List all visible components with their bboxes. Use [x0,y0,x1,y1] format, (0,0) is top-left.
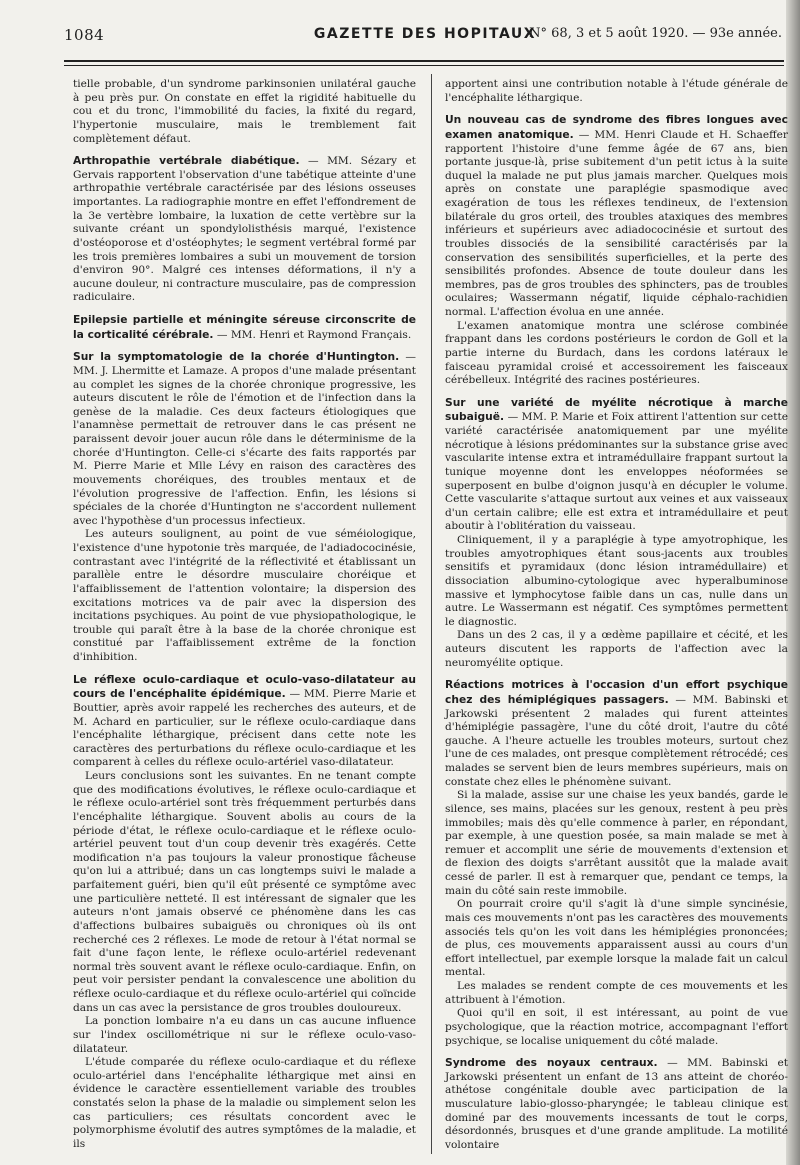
right-intro-paragraph: apportent ainsi une contribution notable à l'étude générale de l'encéphalite léthargique. [445,78,788,104]
article-paragraph: L'examen anatomique montra une sclérose combinée frappant dans les cordons postérieurs le cordon de Goll et la partie interne du Burdach, dans les cordons latéraux le faisceau pyramidal croisé et accessoirement les faisceaux cérébelleux. Intégrité des racines postérieures. [445,319,788,387]
article-body: — MM. Babinski et Jarkowski présentent un enfant de 13 ans atteint de choréo-athétose congénitale double avec participation de la musculature labio-glosso-pharyngée; le tableau clinique est dominé par des mouvements incessants de tout le corps, désordonnés, brusques et d'une grande amplitude. La motilité volontaire [445,1057,788,1151]
article-reactions-motrices [445,678,788,1048]
article-heading: Arthropathie vertébrale diabétique. [73,154,300,168]
article-reflexe [73,673,416,1152]
article-heading: Sur la symptomatologie de la chorée d'Huntington. [73,350,400,364]
left-intro-paragraph: tielle probable, d'un syndrome parkinsonien unilatéral gauche à peu près pur. On constate en effet la rigidité habituelle du cou et du tronc, l'immobilité du facies, la fixité du regard, l'hypertonie musculaire, mais le tremblement fait complètement défaut. [73,78,416,145]
article-paragraph: Leurs conclusions sont les suivantes. En ne tenant compte que des modifications évolutives, le réflexe oculo-cardiaque et le réflexe oculo-artériel sont très fréquemment perturbés dans l'encéphalite léthargique. Souvent abolis au cours de la période d'état, le réflexe oculo-cardiaque et le réflexe oculo-artériel peuvent tout d'un coup devenir très exagérés. Cette modification n'a pas toujours la valeur pronostique fâcheuse qu'on lui a attribué; dans un cas longtemps suivi le malade a parfaitement guéri, bien qu'il eût présenté ce symptôme avec une particulière netteté. Il est intéressant de signaler que les auteurs n'ont jamais observé ce phénomène dans les cas d'affections bulbaires subaiguës ou chroniques où ils ont recherché ces 2 réflexes. Le mode de retour à l'état normal se fait d'une façon lente, le réflexe oculo-artériel redevenant normal très souvent avant le réflexe oculo-cardiaque. Enfin, on peut voir persister pendant la convalescence une abolition du réflexe oculo-cardiaque et du réflexe oculo-artériel qui coïncide dans un cas avec la persistance de gros troubles douloureux. [73,770,416,1014]
article-heading: Un nouveau cas de syndrome des fibres longues avec examen anatomique. [445,113,788,141]
article-paragraph: Cliniquement, il y a paraplégie à type amyotrophique, les troubles amyotrophiques étant sous-jacents aux troubles sensitifs et pyramidaux (donc lésion intramédullaire) et dissociation albumino-cytologique avec hyperalbuminose massive et lymphocytose faible dans un cas, nulle dans un autre. Le Wassermann est négatif. Ces symptômes permettent le diagnostic. [445,534,788,628]
article-heading: Syndrome des noyaux centraux. [445,1056,658,1070]
article-body: — MM. Babinski et Jarkowski présentent 2 malades qui furent atteintes d'hémiplégie passagère, l'une du côté droit, l'autre du côté gauche. A l'heure actuelle les troubles moteurs, surtout chez l'une de ces malades, ont presque complètement rétrocédé; ces malades se servent bien de leurs membres supérieurs, mais on constate chez elles le phénomène suivant. [445,693,789,788]
article-paragraph: Si la malade, assise sur une chaise les yeux bandés, garde le silence, ses mains, placées sur les genoux, restent à peu près immobiles; mais dès qu'elle commence à parler, en répondant, par exemple, à une question posée, sa main malade se met à remuer et accomplit une série de mouvements d'extension et de flexion des doigts s'arrêtant aussitôt que la malade avait cessé de parler. Il est à remarquer que, pendant ce temps, la main du côté sain reste immobile. [445,789,788,897]
article-heading: Réactions motrices à l'occasion d'un effort psychique chez des hémiplégiques passagers. [445,678,788,706]
right-column [445,78,788,1153]
page-header [64,26,786,50]
article-body: — MM. J. Lhermitte et Lamaze. A propos d'une malade présentant au complet les signes de la chorée chronique progressive, les auteurs discutent le rôle de l'émotion et de l'infection dans la genèse de la maladie. Ces deux facteurs étiologiques que l'anamnèse permettait de retrouver dans le cas présent ne paraissent devoir jouer aucun rôle dans le déterminisme de la chorée d'Huntington. Celle-ci s'écarte des faits rapportés par M. Pierre Marie et Mlle Lévy en raison des caractères des mouvements choréiques, des troubles mentaux et de l'évolution progressive de l'affection. Enfin, les lésions si spéciales de la chorée d'Huntington ne s'accordent nullement avec l'hypothèse d'un processus infectieux. [73,351,416,527]
page-edge [786,0,800,1165]
article-paragraph: On pourrait croire qu'il s'agit là d'une simple syncinésie, mais ces mouvements n'ont pas les caractères des mouvements associés tels qu'on les voit dans les hémiplégies prononcées; de plus, ces mouvements apparaissent aussi au cours d'un effort intellectuel, par exemple lorsque la malade fait un calcul mental. [445,898,788,979]
article-heading: Epilepsie partielle et méningite séreuse circonscrite de la corticalité cérébrale. [73,313,416,341]
article-body: — MM. P. Marie et Foix attirent l'attention sur cette variété caractérisée anatomiquement par une myélite nécrotique à lésions prédominantes sur la substance grise avec vascularite intense extra et intramédullaire frappant surtout la tunique moyenne dont les enveloppes néoformées se superposent en bulbe d'oignon jusqu'à en décupler le volume. Cette vascularite s'attaque surtout aux veines et aux vaisseaux d'un certain calibre; elle est extra et intramédullaire et peut aboutir à l'oblitération du vaisseau. [445,411,788,533]
article-body: — MM. Henri et Raymond Français. [213,328,412,341]
article-paragraph: L'étude comparée du réflexe oculo-cardiaque et du réflexe oculo-artériel dans l'encéphalite léthargique met ainsi en évidence le caractère essentiellement variable des troubles constatés selon la phase de la maladie ou simplement selon les cas particuliers; ces résultats concordent avec le polymorphisme évolutif des autres symptômes de la maladie, et ils [73,1056,416,1150]
article-myelite [445,396,788,671]
article-noyaux-centraux [445,1056,788,1152]
article-fibres-longues [445,113,788,388]
article-choree [73,350,416,664]
article-body: — MM. Pierre Marie et Bouttier, après avoir rappelé les recherches des auteurs, et de M. Achard en particulier, sur le réflexe oculo-cardiaque dans l'encéphalite léthargique, précisent dans cette note les caractères des perturbations du réflexe oculo-cardiaque et les comparent à celles du réflexe oculo-artériel vaso-dilatateur. [73,688,417,769]
article-paragraph: Les auteurs soulignent, au point de vue séméiologique, l'existence d'une hypotonie très marquée, de l'adiadococinésie, contrastant avec l'intégrité de la réflectivité et établissant un parallèle entre le désordre musculaire choréique et l'affaiblissement de l'attention volontaire; la dispersion des excitations motrices va de pair avec la dispersion des incitations psychiques. Au point de vue physiopathologique, le trouble qui paraît être à la base de la chorée chronique est constitué par l'affaiblissement extrême de la fonction d'inhibition. [73,528,416,663]
header-rule-thin [64,65,784,66]
article-body: — MM. Sézary et Gervais rapportent l'observation d'une tabétique atteinte d'une arthropathie vertébrale caractérisée par des lésions osseuses importantes. La radiographie montre en effet l'effondrement de la 3e vertèbre lombaire, la luxation de cette vertèbre sur la suivante créant un spondylolisthésis marqué, l'existence d'ostéoporose et d'ostéophytes; le segment vertébral formé par les trois premières lombaires a subi un mouvement de torsion d'environ 90°. Malgré ces intenses déformations, il n'y a aucune douleur, ni contracture musculaire, pas de compression radiculaire. [73,155,417,304]
article-epilepsie [73,313,416,342]
article-arthropathie [73,154,416,305]
article-paragraph: La ponction lombaire n'a eu dans un cas aucune influence sur l'index oscillométrique ni sur le réflexe oculo-vaso-dilatateur. [73,1015,416,1055]
issue-info: N° 68, 3 et 5 août 1920. — 93e année. [529,26,782,41]
article-body: — MM. Henri Claude et H. Schaeffer rapportent l'histoire d'une femme âgée de 67 ans, bien portante jusque-là, prise subitement d'un petit ictus à la suite duquel la malade ne put plus jamais marcher. Quelques mois après on constate une paraplégie spasmodique avec exagération de tous les réflexes tendineux, de l'extension bilatérale du gros orteil, des troubles ataxiques des membres inférieurs et supérieurs avec adiadococinésie et surtout des troubles dissociés de la sensibilité caractérisés par la conservation des sensibilités superficielles, et la perte des sensibilités profondes. Absence de toute douleur dans les membres, pas de gros troubles des sphincters, pas de troubles oculaires; Wassermann négatif, liquide céphalo-rachidien normal. L'affection évolua en une année. [445,128,788,318]
left-column [73,78,416,1152]
journal-title: GAZETTE DES HOPITAUX [313,26,537,42]
page-number: 1084 [64,26,105,44]
article-heading: Sur une variété de myélite nécrotique à marche subaiguë. [445,395,788,424]
article-paragraph: Les malades se rendent compte de ces mouvements et les attribuent à l'émotion. [445,980,788,1006]
header-rule-thick [64,60,784,62]
article-paragraph: Dans un des 2 cas, il y a œdème papillaire et cécité, et les auteurs discutent les rapports de l'affection avec la neuromyélite optique. [445,629,788,669]
article-heading: Le réflexe oculo-cardiaque et oculo-vaso-dilatateur au cours de l'encéphalite épidémique. [73,672,416,701]
article-paragraph: Quoi qu'il en soit, il est intéressant, au point de vue psychologique, que la réaction motrice, accompagnant l'effort psychique, se localise uniquement du côté malade. [445,1007,788,1047]
column-divider [431,74,432,1154]
